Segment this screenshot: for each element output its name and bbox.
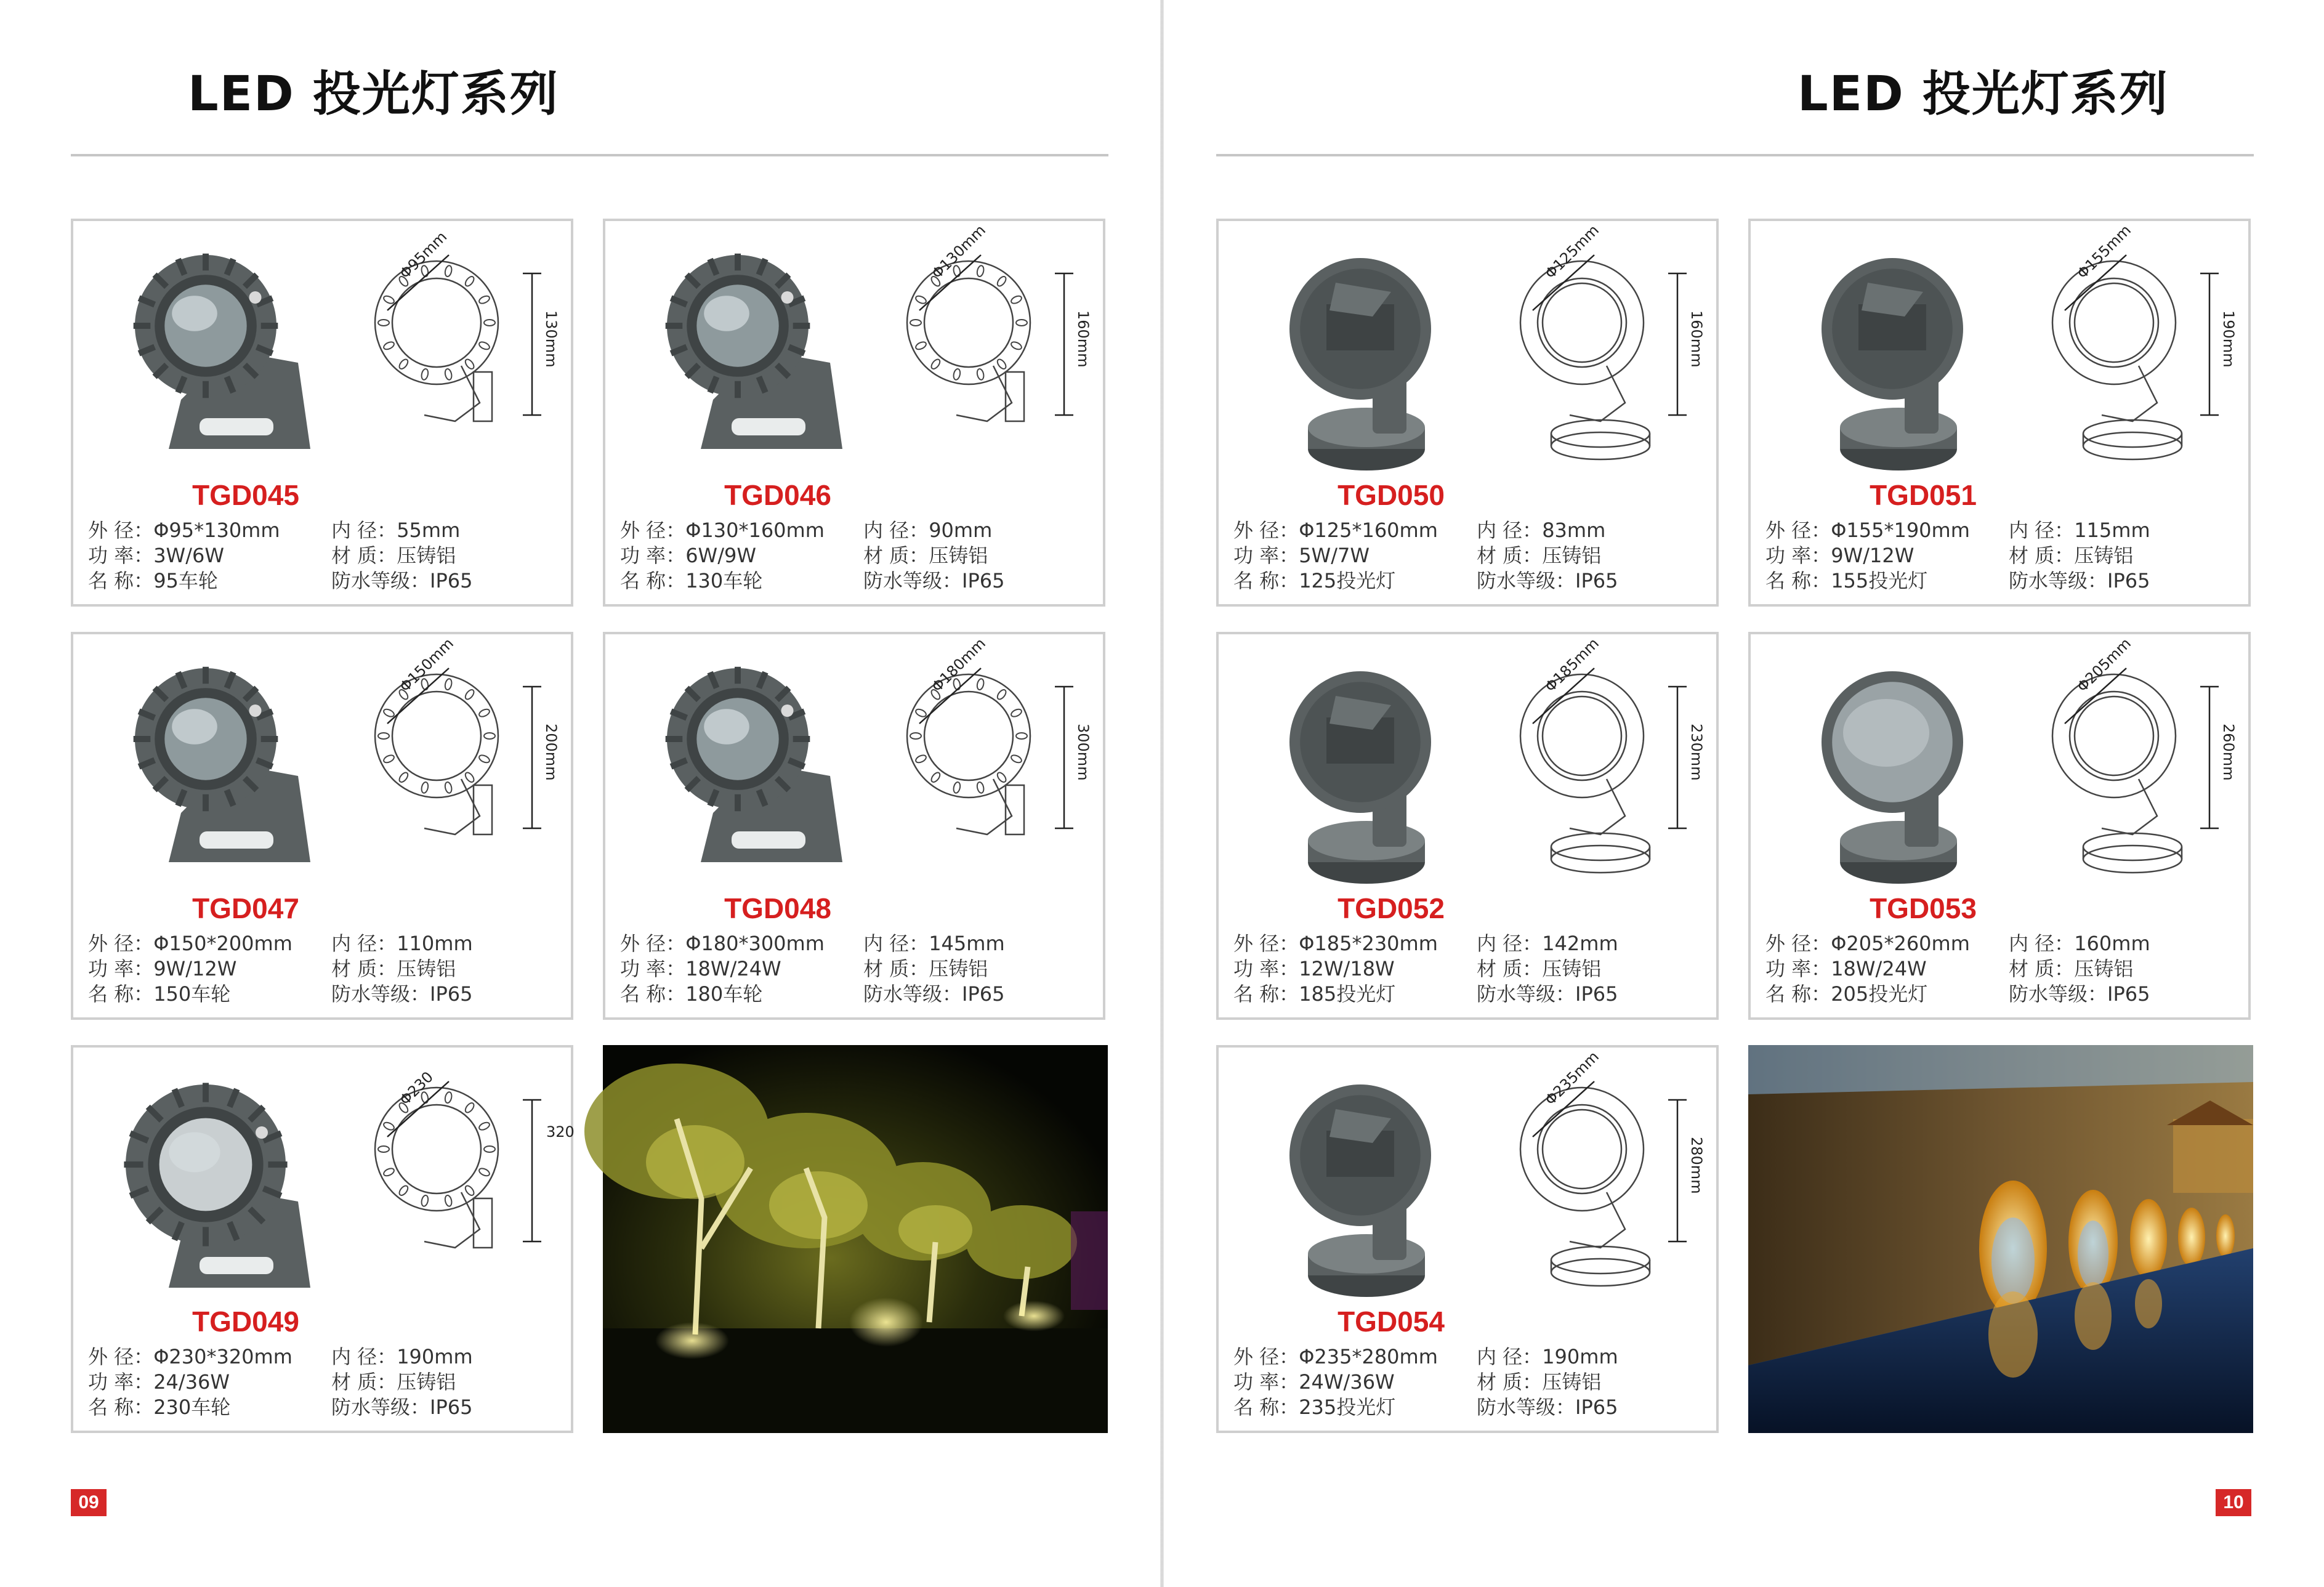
spec-label: 防水等级： [1477,569,1576,592]
spec-name [620,982,863,1007]
spec-row [620,931,1005,956]
product-specs [88,931,473,1007]
spec-inner [1477,1344,1618,1370]
spec-label: 外 径： [1233,932,1299,955]
spec-row [620,568,1004,594]
spec-power [88,956,331,982]
product-card-tgd052 [1216,632,1719,1020]
spec-value: 205投光灯 [1831,982,1928,1006]
spec-value: 95车轮 [153,569,218,592]
spec-row [88,931,473,956]
spec-material [331,1370,456,1395]
dimension-diameter-label: Φ150mm [396,634,458,696]
product-code: TGD054 [1338,1306,1445,1338]
spec-label: 功 率： [620,957,686,980]
page-number-left: 09 [71,1489,107,1516]
spec-value: 110mm [397,932,473,955]
spec-value: IP65 [1575,982,1618,1006]
spec-label: 功 率： [88,957,154,980]
product-card-tgd045 [71,219,573,607]
spec-row [1765,518,2150,543]
spec-row [88,568,472,594]
spec-label: 材 质： [331,544,397,567]
spec-material [1477,543,1601,568]
dimension-diameter-label: Φ235mm [1541,1048,1603,1109]
product-specs [620,518,1004,594]
spec-row [1233,931,1618,956]
spec-row [1233,1370,1618,1395]
spec-value: 压铸铝 [2074,957,2134,980]
spec-value: 155投光灯 [1831,569,1928,592]
spec-label: 功 率： [88,1370,154,1394]
spec-name [1233,982,1477,1007]
spec-label: 内 径： [331,519,397,542]
spec-waterproof [1477,1395,1618,1420]
spec-value: 18W/24W [685,957,781,980]
product-specs [1233,1344,1618,1420]
spec-label: 名 称： [620,569,686,592]
spec-waterproof [2009,568,2150,594]
spec-label: 材 质： [1477,957,1543,980]
spec-value: 190mm [397,1345,473,1368]
spec-value: 压铸铝 [397,544,456,567]
spec-label: 名 称： [1765,982,1831,1006]
spec-value: Φ180*300mm [685,932,825,955]
dimension-height-label: 230mm [1688,724,1705,781]
spec-value: IP65 [962,569,1005,592]
spec-label: 防水等级： [863,982,962,1006]
bridge-lighting-photo [1748,1045,2253,1433]
product-card-tgd046 [603,219,1105,607]
spec-row [1233,1395,1618,1420]
spec-label: 内 径： [2009,932,2075,955]
dimension-diameter-label: Φ230 [396,1068,437,1109]
spec-value: 12W/18W [1299,957,1395,980]
spec-power [1233,956,1477,982]
spec-power [620,956,863,982]
spec-value: 83mm [1542,519,1606,542]
spec-label: 外 径： [620,932,686,955]
header-rule-right [1216,154,2254,156]
spec-value: IP65 [430,1395,473,1419]
spec-label: 防水等级： [331,982,430,1006]
dimension-height-label: 160mm [1075,310,1092,368]
spec-inner [863,518,992,543]
spec-name [1233,1395,1477,1420]
spec-row [1765,568,2150,594]
spec-inner [863,931,1005,956]
spec-value: 230车轮 [153,1395,231,1419]
spec-value: IP65 [1575,1395,1618,1419]
right-page [1162,0,2324,1587]
spec-value: Φ185*230mm [1299,932,1438,955]
spec-label: 材 质： [2009,544,2075,567]
dimension-diameter-label: Φ180mm [928,634,990,696]
spec-label: 功 率： [1765,957,1831,980]
spec-label: 外 径： [1233,519,1299,542]
spec-inner [331,931,473,956]
spec-label: 内 径： [1477,932,1543,955]
spec-row [88,1370,473,1395]
product-specs [620,931,1005,1007]
spec-outer [88,931,331,956]
product-illustration [605,634,1103,893]
spec-outer [620,931,863,956]
spec-value: Φ150*200mm [153,932,293,955]
spec-label: 外 径： [1233,1345,1299,1368]
spec-value: 150车轮 [153,982,231,1006]
spec-value: 压铸铝 [929,544,988,567]
spec-waterproof [331,568,472,594]
spec-label: 防水等级： [1477,982,1576,1006]
dimension-diameter-label: Φ125mm [1541,221,1603,283]
spec-material [331,543,456,568]
spec-row [1765,956,2150,982]
spec-power [1765,543,2009,568]
spec-value: IP65 [2107,569,2150,592]
spec-inner [331,518,460,543]
spec-label: 名 称： [1233,569,1299,592]
spec-name [1233,568,1477,594]
product-card-tgd047 [71,632,573,1020]
spec-name [620,568,863,594]
product-card-tgd053 [1748,632,2251,1020]
spec-value: IP65 [962,982,1005,1006]
spec-inner [331,1344,473,1370]
product-card-tgd051 [1748,219,2251,607]
spec-label: 材 质： [863,544,929,567]
spec-power [1233,1370,1477,1395]
spec-waterproof [1477,982,1618,1007]
spec-value: 125投光灯 [1299,569,1396,592]
spec-outer [88,518,331,543]
spec-value: 55mm [397,519,461,542]
spec-material [2009,543,2133,568]
spec-label: 材 质： [2009,957,2075,980]
product-code: TGD047 [192,892,299,924]
spec-material [1477,1370,1601,1395]
spec-label: 外 径： [620,519,686,542]
spec-value: 5W/7W [1299,544,1370,567]
spec-value: Φ205*260mm [1831,932,1970,955]
spec-row [1233,1344,1618,1370]
product-illustration [73,634,571,893]
spec-label: 名 称： [88,1395,154,1419]
spec-outer [620,518,863,543]
product-card-tgd054 [1216,1045,1719,1433]
spec-label: 防水等级： [1477,1395,1576,1419]
spec-value: 115mm [2074,519,2150,542]
spec-value: 压铸铝 [397,1370,456,1394]
product-illustration [1219,221,1716,480]
spec-label: 外 径： [88,1345,154,1368]
spec-value: 142mm [1542,932,1618,955]
spec-value: IP65 [1575,569,1618,592]
page-number-right: 10 [2216,1489,2251,1516]
spec-row [620,543,1004,568]
spec-value: 180车轮 [685,982,763,1006]
spec-row [1233,518,1618,543]
spec-value: 235投光灯 [1299,1395,1396,1419]
product-specs [1765,518,2150,594]
spec-power [88,1370,331,1395]
spec-value: 130车轮 [685,569,763,592]
spec-value: 压铸铝 [1542,1370,1602,1394]
spec-label: 材 质： [1477,1370,1543,1394]
page-title-right: LED 投光灯系列 [1797,67,2169,122]
page-title-left: LED 投光灯系列 [188,67,559,122]
spec-waterproof [2009,982,2150,1007]
spec-label: 外 径： [1765,519,1831,542]
spec-waterproof [331,982,472,1007]
spec-value: Φ125*160mm [1299,519,1438,542]
spec-name [88,1395,331,1420]
product-code: TGD049 [192,1306,299,1338]
spec-outer [1233,1344,1477,1370]
spec-inner [2009,518,2150,543]
spec-value: Φ130*160mm [685,519,825,542]
product-illustration [1219,1048,1716,1306]
spec-row [1233,982,1618,1007]
spec-row [620,956,1005,982]
spec-label: 外 径： [88,519,154,542]
dimension-height-label: 260mm [2220,724,2237,781]
product-code: TGD045 [192,479,299,511]
spec-row [1765,543,2150,568]
spec-label: 防水等级： [863,569,962,592]
spec-row [88,518,472,543]
spec-material [331,956,456,982]
spec-row [88,982,473,1007]
header-rule-left [71,154,1108,156]
spec-label: 防水等级： [331,1395,430,1419]
spec-label: 内 径： [331,932,397,955]
spec-label: 材 质： [331,957,397,980]
spec-value: IP65 [2107,982,2150,1006]
spec-label: 材 质： [863,957,929,980]
spec-label: 外 径： [1765,932,1831,955]
dimension-height-label: 130mm [543,310,560,368]
product-illustration [73,1048,575,1306]
dimension-height-label: 300mm [1075,724,1092,781]
spec-power [88,543,331,568]
spec-value: 185投光灯 [1299,982,1396,1006]
spec-outer [1233,931,1477,956]
spec-value: Φ95*130mm [153,519,280,542]
spec-material [1477,956,1601,982]
spec-value: 160mm [2074,932,2150,955]
spec-label: 功 率： [1233,544,1299,567]
spec-power [620,543,863,568]
product-specs [1233,931,1618,1007]
spec-waterproof [863,982,1004,1007]
spec-label: 内 径： [863,932,929,955]
spec-label: 功 率： [1233,957,1299,980]
product-specs [88,1344,473,1420]
spec-label: 名 称： [88,569,154,592]
product-specs [88,518,472,594]
spec-value: 压铸铝 [929,957,988,980]
dimension-diameter-label: Φ205mm [2073,634,2135,696]
product-illustration [1751,634,2248,893]
spec-value: Φ155*190mm [1831,519,1970,542]
spec-name [1765,982,2009,1007]
spec-row [620,982,1005,1007]
spec-value: 压铸铝 [397,957,456,980]
spec-value: 9W/12W [1831,544,1914,567]
spec-label: 功 率： [620,544,686,567]
dimension-height-label: 280mm [1688,1137,1705,1194]
spec-power [1765,956,2009,982]
spec-label: 名 称： [1233,982,1299,1006]
spec-label: 功 率： [88,544,154,567]
spec-outer [1233,518,1477,543]
spec-value: IP65 [430,982,473,1006]
product-code: TGD046 [724,479,831,511]
spec-value: Φ235*280mm [1299,1345,1438,1368]
product-illustration [605,221,1103,480]
spec-value: 145mm [929,932,1005,955]
spec-row [1233,543,1618,568]
spec-label: 功 率： [1765,544,1831,567]
spec-waterproof [1477,568,1618,594]
product-card-tgd049 [71,1045,573,1433]
product-illustration [1219,634,1716,893]
product-card-tgd048 [603,632,1105,1020]
spec-value: 压铸铝 [1542,544,1602,567]
dimension-height-label: 190mm [2220,310,2237,368]
spec-label: 名 称： [620,982,686,1006]
spec-row [1233,956,1618,982]
product-code: TGD052 [1338,892,1445,924]
spec-row [1765,931,2150,956]
spec-label: 防水等级： [2009,569,2108,592]
product-specs [1765,931,2150,1007]
spec-label: 内 径： [331,1345,397,1368]
spec-label: 名 称： [1233,1395,1299,1419]
spec-value: 压铸铝 [2074,544,2134,567]
spec-label: 外 径： [88,932,154,955]
spec-waterproof [863,568,1004,594]
product-specs [1233,518,1618,594]
spec-label: 内 径： [1477,519,1543,542]
spec-row [88,1395,473,1420]
product-code: TGD050 [1338,479,1445,511]
spec-label: 内 径： [863,519,929,542]
spec-material [863,543,988,568]
product-code: TGD053 [1870,892,1977,924]
product-code: TGD048 [724,892,831,924]
spec-row [620,518,1004,543]
spec-label: 名 称： [88,982,154,1006]
spec-name [88,568,331,594]
product-illustration [73,221,571,480]
spec-value: 90mm [929,519,993,542]
product-code: TGD051 [1870,479,1977,511]
spec-name [1765,568,2009,594]
spec-label: 名 称： [1765,569,1831,592]
spec-name [88,982,331,1007]
spec-inner [2009,931,2150,956]
spec-label: 内 径： [1477,1345,1543,1368]
spec-value: 24/36W [153,1370,230,1394]
spec-waterproof [331,1395,472,1420]
spec-row [1233,568,1618,594]
product-card-tgd050 [1216,219,1719,607]
spec-row [88,543,472,568]
spec-value: 18W/24W [1831,957,1927,980]
dimension-height-label: 200mm [543,724,560,781]
spec-label: 功 率： [1233,1370,1299,1394]
spec-value: 24W/36W [1299,1370,1395,1394]
dimension-diameter-label: Φ155mm [2073,221,2135,283]
spec-outer [88,1344,331,1370]
spec-label: 材 质： [331,1370,397,1394]
spec-material [863,956,988,982]
spec-row [88,956,473,982]
spec-value: 3W/6W [153,544,224,567]
spec-value: 190mm [1542,1345,1618,1368]
spec-label: 防水等级： [2009,982,2108,1006]
spec-outer [1765,931,2009,956]
spec-row [1765,982,2150,1007]
spec-material [2009,956,2133,982]
dimension-diameter-label: Φ95mm [396,228,451,283]
garden-lighting-photo [603,1045,1108,1433]
spec-inner [1477,518,1605,543]
product-illustration [1751,221,2248,480]
spec-inner [1477,931,1618,956]
spec-label: 材 质： [1477,544,1543,567]
spec-value: 9W/12W [153,957,237,980]
dimension-height-label: 320 [546,1123,575,1141]
spec-row [88,1344,473,1370]
spec-outer [1765,518,2009,543]
spec-value: 压铸铝 [1542,957,1602,980]
spec-value: Φ230*320mm [153,1345,293,1368]
spec-label: 防水等级： [331,569,430,592]
spec-label: 内 径： [2009,519,2075,542]
dimension-diameter-label: Φ185mm [1541,634,1603,696]
dimension-height-label: 160mm [1688,310,1705,368]
spec-value: 6W/9W [685,544,756,567]
dimension-diameter-label: Φ130mm [928,221,990,283]
spec-power [1233,543,1477,568]
spec-value: IP65 [430,569,473,592]
